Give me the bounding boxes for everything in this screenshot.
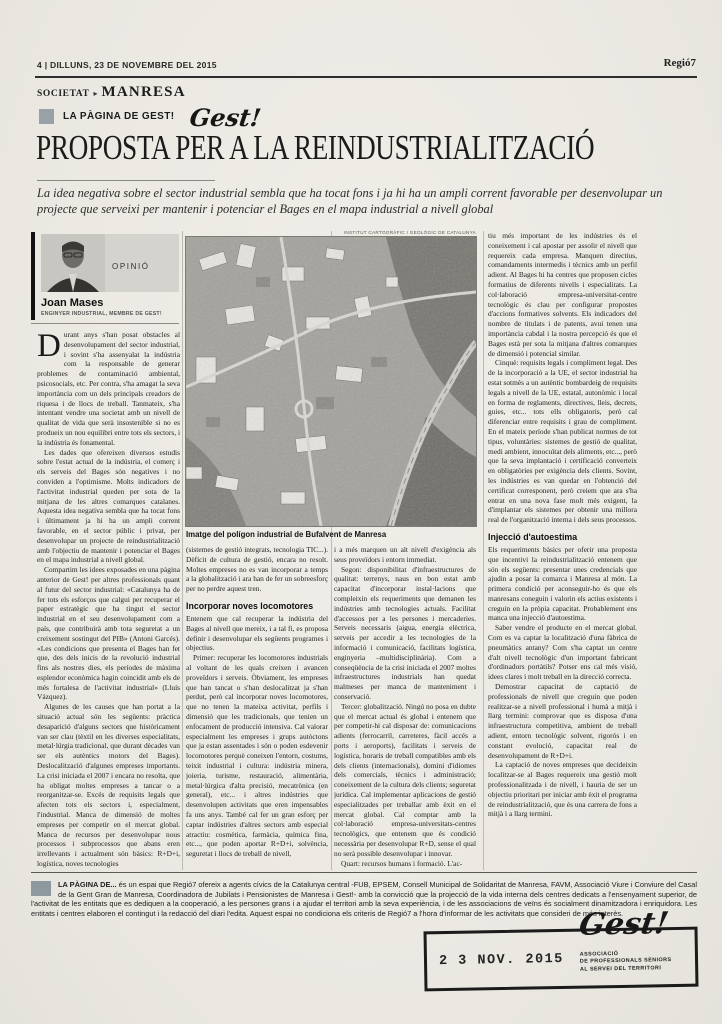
footer-text: és un espai que Regió7 ofereix a agents cívics de la Catalunya central -FUB, EPSEM, Consell Municipal de Solidaritat de Manresa, FAVM, Associació Viure i Conviure del Casal de la Gent Gran de Manresa, Coordinadora de Jubilats i Pensionistes de Manresa i Gest!- amb la convicció que la projecció de la vida interna dels centres dedicats a l'ensenyament superior, de l'activitat de les entitats que es dediquen a la cooperació, a les persones grans i a ajudar el territori amb la seva experiència, i de les associacions de veïns és socialment dinamitzadora i enriquidora. Les entitats i centres elaboren el contingut i la redacció del diari l'edita. Aquest espai no condiciona els criteris de Regió7 a l'hora d'informar de les activitats que consideri de més interès. (31, 880, 697, 918)
section-name: SOCIETAT (37, 89, 90, 99)
section-arrow-icon: ▸ (93, 89, 98, 98)
author-portrait (41, 234, 105, 292)
article-paragraph: Algunes de les causes que han portat a la situació actual són les següents: pràctica desaparició d'alguns sectors que històricament van ser clau (tèxtil en les diverses especialitats, metal·lúrgia tradicional, que durant dècades van ser els autèntics motors del Bages). Deslocalització d'algunes empreses importants. La crisi iniciada el 2007 i encara no resolta, que ha obligat moltes empreses a tancar o a reorganitzar-se. Excés de requisits legals que afecten tots els sectors i, especialment, l'industrial. Manca de dimensió de moltes empreses per competir en el mercat global. Manca de recursos per desenvolupar nous processos i subprocessos que abans eren irrellevants i actualment són bàsics: R+D+i, logística, noves tecnologies (37, 702, 180, 869)
author-accent-bar (31, 232, 35, 320)
footer-square-icon (31, 881, 51, 896)
author-name: Joan Mases (41, 297, 104, 309)
column-rule-1 (182, 231, 183, 870)
article-paragraph: Els requeriments bàsics per oferir una proposta que incentivi la reindustrialització entenem que són els següents: presentar unes credencials que ajudin a posar la comarca i Manresa al món. La primera condició per aconseguir-ho és que els manresans coneguin i valorin els actius existents i creguin en la pròpia capacitat. Probablement ens manca una injecció d'autoestima. (488, 544, 637, 623)
column-rule-3 (483, 231, 484, 870)
article-paragraph: La captació de noves empreses que decideixin localitzar-se al Bages requereix una gestió molt professionalitzada i de nivell, i hauria de ser un objectiu prioritari per iniciar amb èxit el programa de reindustrialització, que és una carrera de fons a mitjà i a llarg termini. (488, 760, 637, 819)
article-paragraph: tiu més important de les indústries és el coneixement i cal apostar per assolir el nivell que requereix cada empresa. Manquen directius, comandaments intermedis i tècnics amb un perfil adient. Al Bages hi ha centres que proposen cicles formatius de diferents nivells i especialitats. La col·laboració empresa-universitat-centre tecnològic és clau per configurar propostes d'accions formatives solvents. Els indicadors del nombre de titulats i de patents, avui tenen una importància cabdal i la nostra percepció és que el Bages està per sota la mitjana d'altres comarques de dimensió i potencial similar. (488, 231, 637, 358)
article-column-3 (334, 545, 476, 872)
article-paragraph: Demostrar capacitat de captació de professionals de nivell que creguin que poden realitzar-se a nivell professional i humà a mitjà i llarg termini: comprovar que es disposa d'una infraestructura competitiva, ambient de treball adient, entorn tecnològic solvent, rigorós i en constant evolució, capacitat real de desenvolupament de R+D+i. (488, 682, 637, 760)
article-paragraph: Compartim les idees exposades en una pàgina anterior de Gest! per altres professionals quant al futur del sector industrial: «Catalunya ha de fer tots els esforços que calgui per recuperar el paper estratègic que ha tingut el sector industrial en el seu desenvolupament com a país, que contribuirà amb tota seguretat a un creixement sostingut del PIB» (Antoni Garcés). «Les condicions que presenta el Bages han fet que, des dels inicis de la revolució industrial fins als nostres dies, els períodes de màxima esplendor econòmica hagin coincidit amb els de més fortalesa de l'activitat industrial» (Lluís Vázquez). (37, 565, 180, 702)
photo-credit: INSTITUT CARTOGRÀFIC I GEOLÒGIC DE CATALUNYA (343, 230, 476, 235)
opinion-label: OPINIÓ (112, 262, 150, 271)
stamp-org-lines (580, 950, 672, 974)
article-paragraph: Entenem que cal recuperar la indústria del Bages al nivell que mereix, i a tal fi, es proposa definir i desenvolupar els següents programes i objectius. (186, 613, 328, 653)
kicker-square-icon (39, 109, 54, 124)
aerial-photo (186, 237, 476, 526)
stamp-org-line: DE PROFESSIONALS SÈNIORS (579, 957, 672, 965)
stamp-gest-logo: Gest! (576, 905, 671, 943)
article-column-1 (37, 330, 180, 872)
stamp-org-line: ASSOCIACIÓ (579, 950, 619, 958)
section-subsection: MANRESA (101, 84, 186, 100)
article-paragraph: i a més marquen un alt nivell d'exigència als seus proveïdors i entorn immediat. (334, 545, 476, 564)
headline: PROPOSTA PER A LA REINDUSTRIALITZACIÓ (36, 128, 595, 167)
stamp-org-line: AL SERVEI DEL TERRITORI (579, 964, 662, 973)
page-number-and-date: 4 | DILLUNS, 23 DE NOVEMBRE DEL 2015 (37, 60, 217, 70)
article-subhead: Incorporar noves locomotores (186, 600, 314, 611)
article-paragraph: Primer: recuperar les locomotores industrials al voltant de les quals creixen i avancen proveïdors i serveis. Òbviament, les empreses que han tancat o s'han deslocalitzat ja s'han perdut, però cal incorporar noves locomotores, que no tenen la mateixa activitat, perfils i dimensió que les tradicionals, que tenien un enfocament de producció intensiva. Cal valorar especialment les empreses i grups autòctons que ja estan assentades i són o poden esdevenir locomotores perquè coneixen l'entorn, costums, teixit industrial i cultura: indústria minera, joieria, turisme, restauració, alimentària, metal·lúrgica d'alta precisió, mecatrònica (en general), etc... i altres indústries que desenvolupen activitats que eren impensables fa uns anys. També cal fer un gran esforç per captar indústries d'altres sectors amb especial atractiu: cosmètica, farmàcia, química fina, etc..., que poden aportar R+D+i, solvència, seguretat i llocs de treball de nivell, (186, 653, 328, 859)
drop-cap: D (37, 330, 61, 364)
author-rule (31, 323, 179, 324)
date-received-stamp (423, 905, 698, 992)
section-header (37, 84, 186, 101)
kicker-label: LA PÀGINA DE GEST! (63, 111, 175, 122)
article-paragraph: Les dades que ofereixen diversos estudis sobre l'estat actual de la indústria, el comerç i els serveis del Bages són negatives i no conviden a l'optimisme. Molts indicadors de l'activitat industrial queden per sota de la mitjana de les altres comarques catalanes. Aquesta idea negativa sembla que ha tocat fons i últimament ja hi ha un ampli corrent favorable, en el sector públic i privat, per desenvolupar un projecte de reindustrialització amb l'objectiu de mantenir i potenciar el Bages en el mapa industrial a nivell global. (37, 447, 180, 565)
stamp-date: 2 3 NOV. 2015 (438, 951, 564, 969)
stamp-org-block (576, 905, 672, 974)
article-paragraph: (sistemes de gestió integrats, tecnologia TIC...). Dèficit de cultura de gestió, encara no resolt. Moltes empreses no es van incorporar a temps a la globalització i ara han de fer un sobreesforç per no perdre aquest tren. (186, 545, 328, 594)
author-title: ENGINYER INDUSTRIAL, MEMBRE DE GEST! (41, 311, 162, 317)
article-paragraph: Tercer: globalització. Ningú no posa en dubte que el mercat actual és global i entenem que per competir-hi cal disposar de: comunicacions adients (ferrocarril, carreteres, fàcil accés a ports i aeroports), facilitats i serveis de logística, horaris de treball compatibles amb els dels clients (internacionals), domini d'idiomes dels comercials, tècnics i administració; coneixement de la cultura dels clients; seguretat jurídica. Cal implementar aplicacions de gestió especialitzades per treballar amb èxit en el mercat global. Cal comptar amb la col·laboració empresa-universitats-centres tecnològics, que entenem que és condició necessària per desenvolupar R+D, sense el qual no serà possible desenvolupar i innovar. (334, 701, 476, 858)
photo-caption: Imatge del polígon industrial de Bufalvent de Manresa (186, 530, 387, 539)
article-column-2 (186, 545, 328, 872)
lede: La idea negativa sobre el sector industrial sembla que ha tocat fons i ja hi ha un ampli corrent favorable per desenvolupar un projecte que serveixi per mantenir i potenciar el Bages en el mapa industrial a nivell global (37, 186, 663, 216)
footer-lead: LA PÀGINA DE... (58, 880, 117, 889)
article-paragraph: Saber vendre el producte en el mercat global. Com es va captar la localització d'una fàbrica de pneumàtics antany? Com s'ha captat un centre d'alt nivell tecnològic d'un important fabricant d'ordinadors portàtils? Potser ens cal més visió, idees clares i molt treball en la direcció correcta. (488, 623, 637, 682)
article-paragraph: Quart: recursos humans i formació. L'ac- (341, 858, 463, 868)
article-paragraph: Cinquè: requisits legals i compliment legal. Des de la incorporació a la UE, el sector industrial ha estat sotmès a un autèntic bombardeig de requisits legals a nivell de la UE, estatal, autonòmic i local en forma de reglaments, directives, lleis, decrets, guies, etc... tots ells obligatoris, però cal diferenciar entre requisits i grau de compliment. En el mateix període s'han publicat normes de tot tipus, voluntàries: sistemes de gestió de qualitat, medi ambient, innocuïtat dels aliments, etc..., però que la seva implantació i certificació converteix en obligatòries per exigència dels clients. Sovint, les indústries es van quedar en l'obtenció del certificat corresponent, però creiem que ara s'ha entrat en una nova fase molt més exigent, la d'implantar els sistemes per obtenir una millora real de l'organització interna i dels seus processos. (488, 358, 637, 525)
article-column-4 (488, 231, 637, 872)
article-subhead: Injecció d'autoestima (488, 531, 578, 542)
article-paragraph: Durant anys s'han posat obstacles al desenvolupament del sector industrial, i sovint s'ha assenyalat la indústria com la responsable de generar problemes de contaminació ambiental, psicosocials, etc. Per contra, s'ha amagat la seva importància com un dels principals creadors de riquesa i de llocs de treball. Tanmateix, s'ha intentant vendre una societat amb un nivell de qualitat de vida que serà insostenible si no es produeix un nou equilibri entre tots els sectors, i la indústria és fonamental. (37, 330, 180, 447)
article-paragraph: Segon: disponibilitat d'infraestructures de qualitat: terrenys, naus en bon estat amb capacitat d'incorporar instal·lacions que compleixin els requeriments que demanen les indústries amb tecnologies actuals. Facilitat d'accessos per a les persones i mercaderies. Serveis necessaris (aigua, energia elèctrica, serveis per accedir a les tecnologies de la informació i comunicació, facilitats logística, enginyeria –multidisciplinària). Com a conseqüència de la crisi iniciada el 2007 moltes infraestructures industrials han quedat malmeses per manca de manteniment i conservació. (334, 564, 476, 701)
lede-rule (37, 180, 215, 181)
header-rule (35, 76, 697, 78)
footer-rule (31, 872, 697, 873)
masthead-regio7: Regió7 (663, 57, 696, 69)
gest-logo: Gest! (188, 103, 264, 132)
